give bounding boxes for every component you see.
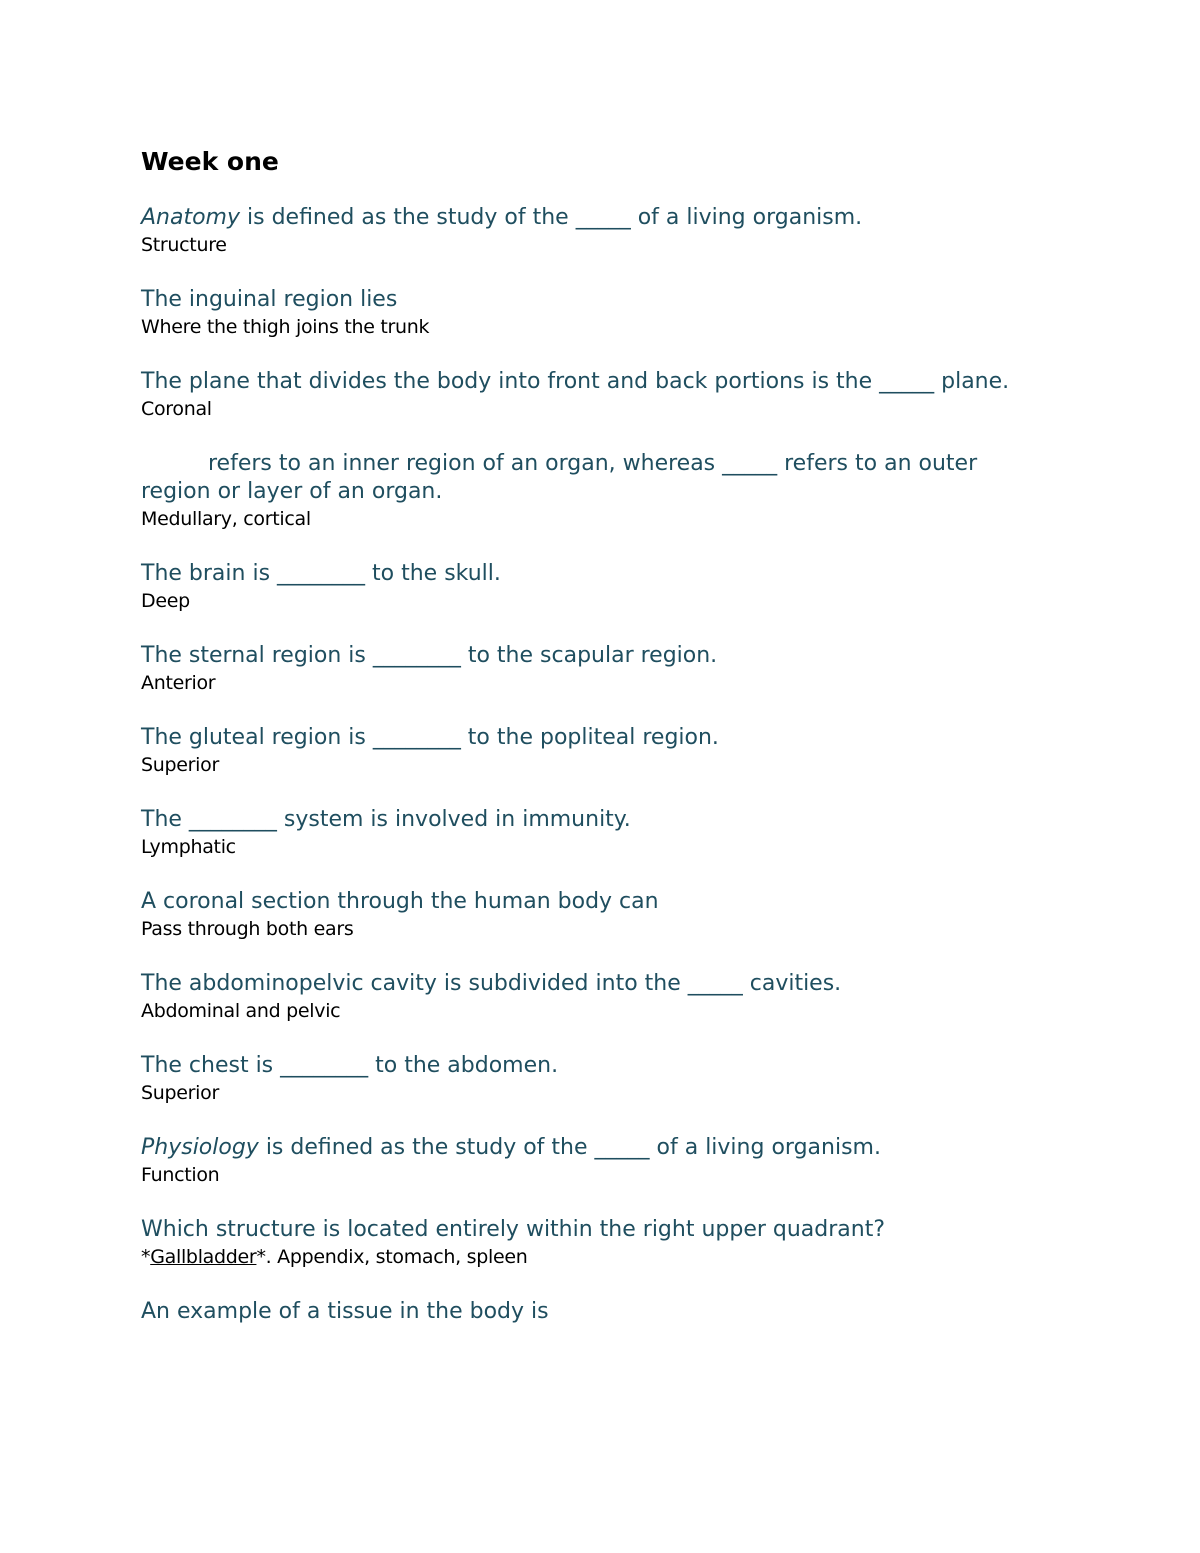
answer-suffix: *. Appendix, stomach, spleen <box>256 1246 528 1268</box>
qa-item <box>141 1134 1051 1188</box>
qa-item <box>141 1298 1051 1326</box>
question-text <box>141 204 1051 232</box>
answer-text: Where the thigh joins the trunk <box>141 316 430 338</box>
question-text <box>141 450 1051 506</box>
question-emphasis: Anatomy <box>141 205 241 230</box>
question-rest: is defined as the study of the _____ of a living organism. <box>258 1135 881 1160</box>
qa-item <box>141 724 1051 778</box>
question-text: The chest is ________ to the abdomen. <box>141 1053 559 1078</box>
question-text <box>141 1134 1051 1162</box>
question-text: A coronal section through the human body can <box>141 889 659 914</box>
question-text: The gluteal region is ________ to the popliteal region. <box>141 725 719 750</box>
qa-item <box>141 368 1051 422</box>
qa-item <box>141 1052 1051 1106</box>
answer-text: Function <box>141 1164 220 1186</box>
document-page <box>141 146 1051 1354</box>
question-text: The sternal region is ________ to the scapular region. <box>141 643 718 668</box>
answer-text: Medullary, cortical <box>141 508 311 530</box>
qa-item <box>141 642 1051 696</box>
qa-item <box>141 286 1051 340</box>
qa-item <box>141 450 1051 532</box>
page-title: Week one <box>141 147 279 176</box>
answer-text: Pass through both ears <box>141 918 354 940</box>
question-text: The plane that divides the body into front and back portions is the _____ plane. <box>141 369 1010 394</box>
answer-underlined: Gallbladder <box>150 1246 257 1268</box>
question-text: The ________ system is involved in immunity. <box>141 807 631 832</box>
qa-item <box>141 806 1051 860</box>
question-text: The brain is ________ to the skull. <box>141 561 501 586</box>
question-text: An example of a tissue in the body is <box>141 1299 549 1324</box>
qa-item <box>141 1216 1051 1270</box>
qa-item <box>141 888 1051 942</box>
answer-text: Abdominal and pelvic <box>141 1000 341 1022</box>
question-rest: refers to an inner region of an organ, whereas _____ refers to an outer region or layer of an organ. <box>141 451 978 504</box>
answer-text: Superior <box>141 1082 219 1104</box>
answer-prefix: * <box>141 1246 151 1268</box>
answer-text: Lymphatic <box>141 836 236 858</box>
answer-text: Structure <box>141 234 227 256</box>
question-rest: is defined as the study of the _____ of a living organism. <box>240 205 863 230</box>
question-text: Which structure is located entirely within the right upper quadrant? <box>141 1217 886 1242</box>
question-text: The abdominopelvic cavity is subdivided into the _____ cavities. <box>141 971 842 996</box>
qa-item <box>141 560 1051 614</box>
question-emphasis: Physiology <box>141 1135 259 1160</box>
answer-text: Coronal <box>141 398 212 420</box>
qa-item <box>141 970 1051 1024</box>
answer-text: Anterior <box>141 672 216 694</box>
qa-item <box>141 204 1051 258</box>
answer-text: Deep <box>141 590 190 612</box>
question-text: The inguinal region lies <box>141 287 398 312</box>
answer-text: Superior <box>141 754 219 776</box>
answer-text <box>141 1244 1051 1270</box>
